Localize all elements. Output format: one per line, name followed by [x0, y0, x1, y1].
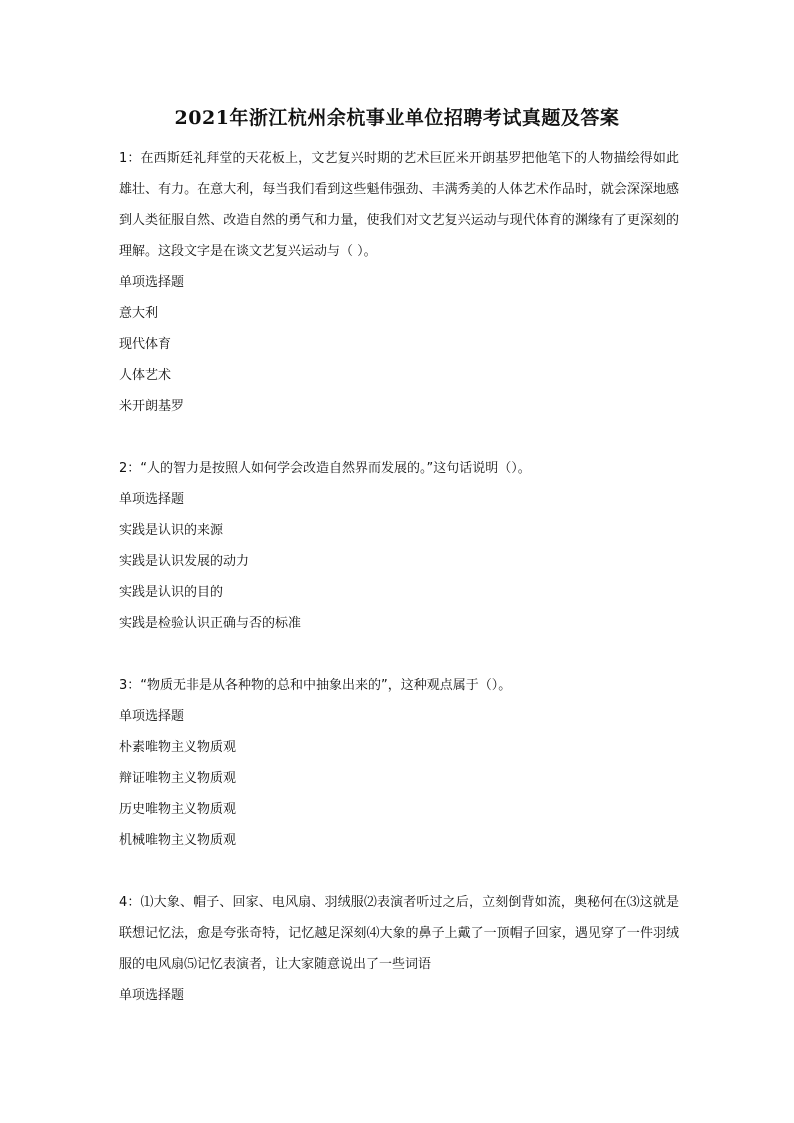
option-c: 历史唯物主义物质观 — [119, 802, 237, 817]
question-stem: 1：在西斯廷礼拜堂的天花板上，文艺复兴时期的艺术巨匠米开朗基罗把他笔下的人物描绘得如此雄壮、有力。在意大利，每当我们看到这些魁伟强劲、丰满秀美的人体艺术作品时，就会深深地感到人类征服自然、改造自然的勇气和力量，使我们对文艺复兴运动与现代体育的渊缘有了更深刻的理解。这段文字是在谈文艺复兴运动与（ ）。 — [119, 151, 679, 259]
option-b: 辩证唯物主义物质观 — [119, 771, 237, 786]
question-type: 单项选择题 — [119, 492, 185, 507]
question-1 — [119, 143, 679, 422]
question-4 — [119, 887, 679, 1011]
option-b: 现代体育 — [119, 337, 172, 352]
question-stem: 4：⑴大象、帽子、回家、电风扇、羽绒服⑵表演者听过之后，立刻倒背如流，奥秘何在⑶这就是联想记忆法，愈是夸张奇特，记忆越足深刻⑷大象的鼻子上戴了一顶帽子回家，遇见穿了一件羽绒服的电风扇⑸记忆表演者，让大家随意说出了一些词语 — [119, 895, 679, 972]
option-d: 实践是检验认识正确与否的标准 — [119, 616, 302, 631]
question-type: 单项选择题 — [119, 275, 185, 290]
document-title: 2021年浙江杭州余杭事业单位招聘考试真题及答案 — [174, 107, 620, 129]
question-type: 单项选择题 — [119, 988, 185, 1003]
question-stem: 2：“人的智力是按照人如何学会改造自然界而发展的。”这句话说明（）。 — [119, 461, 531, 476]
option-a: 朴素唯物主义物质观 — [119, 740, 237, 755]
option-c: 人体艺术 — [119, 368, 172, 383]
option-b: 实践是认识发展的动力 — [119, 554, 250, 569]
option-a: 意大利 — [119, 306, 159, 321]
option-c: 实践是认识的目的 — [119, 585, 224, 600]
option-a: 实践是认识的来源 — [119, 523, 224, 538]
question-list — [119, 143, 679, 1042]
question-stem: 3：“物质无非是从各种物的总和中抽象出来的”，这种观点属于（）。 — [119, 678, 512, 693]
question-3 — [119, 670, 679, 856]
question-2 — [119, 453, 679, 639]
option-d: 机械唯物主义物质观 — [119, 833, 237, 848]
question-type: 单项选择题 — [119, 709, 185, 724]
option-d: 米开朗基罗 — [119, 399, 185, 414]
